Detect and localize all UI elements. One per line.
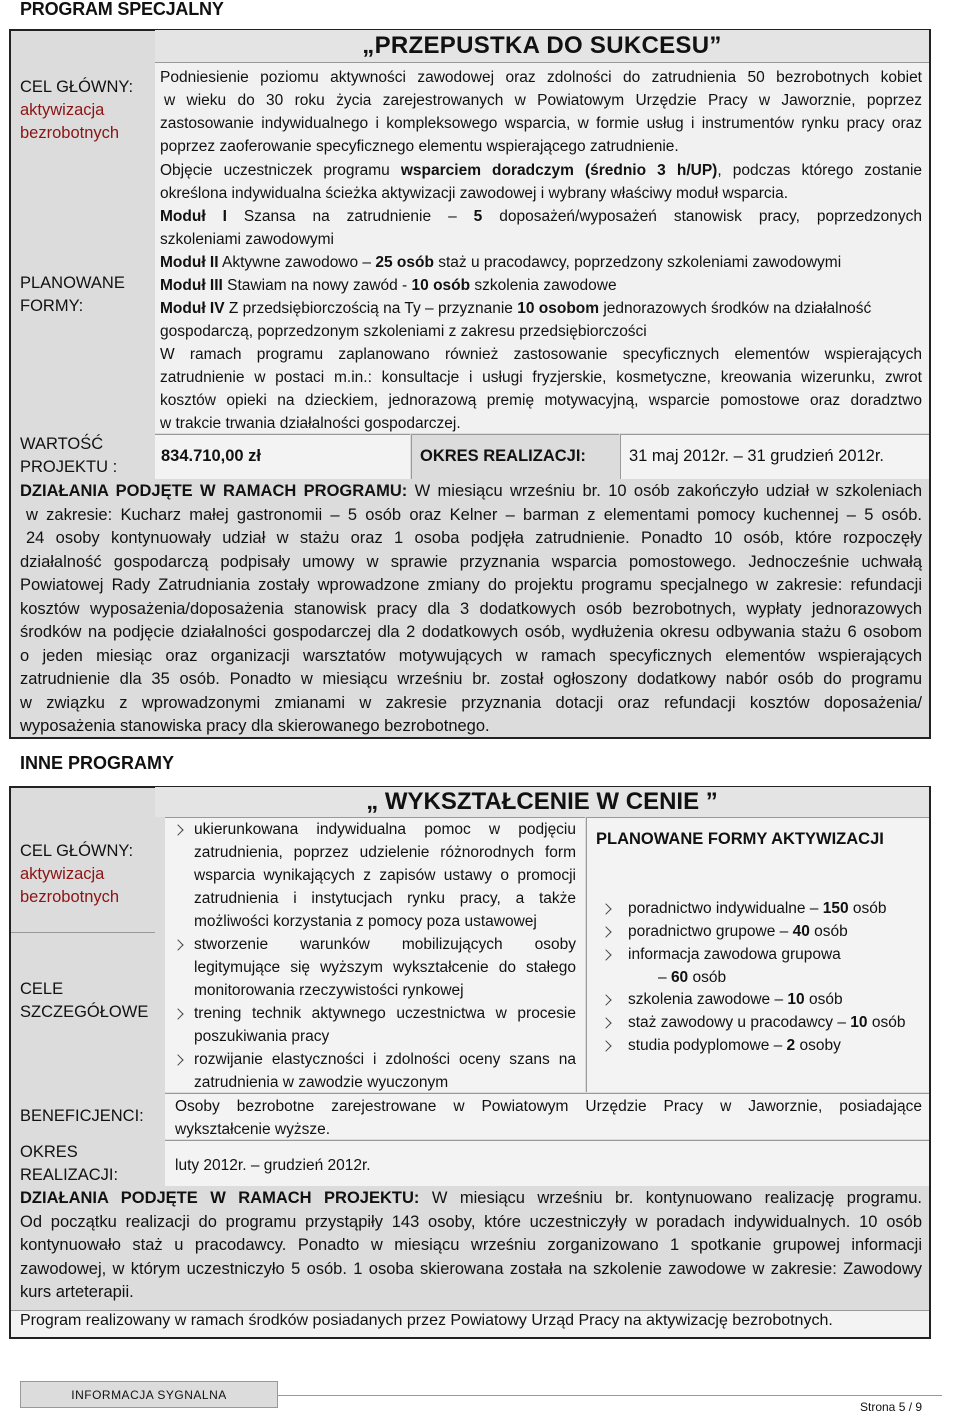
- goal-item: trening technik aktywnego uczestnictwa w procesie poszukiwania pracy: [172, 1002, 576, 1048]
- chevron-right-icon: [600, 903, 611, 914]
- inne-title: „ WYKSZTAŁCENIE W CENIE ”: [366, 788, 718, 815]
- chevron-right-icon: [600, 926, 611, 937]
- chevron-right-icon: [600, 1017, 611, 1028]
- form-item: studia podyplomowe – 2 osoby: [600, 1034, 920, 1057]
- cel-glowny-value-2: bezrobotnych: [20, 124, 120, 142]
- dzialania-line: kurs arteterapii.: [20, 1283, 134, 1301]
- chevron-right-icon: [172, 824, 183, 835]
- modul-1: Moduł I Szansa na zatrudnienie – 5 doposażeń/wyposażeń stanowisk pracy, poprzedzonych: [160, 208, 922, 225]
- dzialania-line: DZIAŁANIA PODJĘTE W RAMACH PROJEKTU: W miesiącu wrześniu br. kontynuowano realizację programu.: [20, 1189, 923, 1207]
- formy-label-1: PLANOWANE: [20, 274, 125, 292]
- dzialania-line: środków na podjęcie działalności gospodarczej dla 2 dodatkowych osób, wydłużenia okresu odbywania stażu 6 osobom: [20, 623, 922, 641]
- cel-text-line: zastosowanie indywidualnego i kompleksowego wsparcia, w formie usług i instrumentów rynku pracy oraz: [160, 115, 922, 132]
- form-item: poradnictwo grupowe – 40 osób: [600, 920, 920, 943]
- inne-cel-value-2: bezrobotnych: [20, 888, 120, 906]
- divider: [11, 932, 155, 933]
- modul-2: Moduł II Aktywne zawodowo – 25 osób staż u pracodawcy, poprzedzony szkoleniami zawodowymi: [160, 254, 842, 271]
- formy-intro: Objęcie uczestniczek programu wsparciem doradczym (średnio 3 h/UP), podczas którego zostanie: [160, 162, 923, 179]
- ramach-text-line: zatrudnienie w postaci m.in.: konsultacje i usługi fryzjerskie, kosmetyczne, kreowania wizerunku, zwrot: [160, 369, 922, 386]
- wartosc-value: 834.710,00 zł: [161, 447, 261, 465]
- modul-4-line2: gospodarczą, poprzedzonym szkoleniami z zakresu przedsiębiorczości: [160, 323, 647, 340]
- goal-item: rozwijanie elastyczności i zdolności oceny szans na zatrudnienia w zawodzie wyuczonym: [172, 1048, 576, 1094]
- chevron-right-icon: [172, 1008, 183, 1019]
- cele-label-1: CELE: [20, 980, 64, 998]
- dzialania-line: kosztów wyposażenia/doposażenia stanowisk pracy dla 3 dodatkowych osób bezrobotnych, wypłaty jednorazowych: [20, 599, 922, 618]
- benef-label: BENEFICJENCI:: [20, 1107, 144, 1125]
- dzialania-line: w związku z wprowadzonymi zmianami w zakresie przyznania dotacji oraz refundacji kosztów doposażenia/: [20, 693, 922, 712]
- section-title-inne-programy: INNE PROGRAMY: [20, 753, 175, 773]
- dzialania-line: kontynuowało staż u pracodawcy. Ponadto w miesiącu wrześniu zorganizowano 1 spotkanie grupowej informacji: [20, 1236, 922, 1254]
- dzialania-line: 24 osoby kontynuowały udział w stażu oraz 1 osoba podjęła zatrudnienie. Ponadto 10 osób, które rozpoczęły: [26, 529, 922, 547]
- benef-text: Osoby bezrobotne zarejestrowane w Powiatowym Urzędzie Pracy w Jaworznie, posiadające: [175, 1098, 922, 1115]
- program-title: „PRZEPUSTKA DO SUKCESU”: [362, 32, 722, 59]
- dzialania-line: w zakresie: Kucharz małej gastronomii – 5 osób oraz Kelner – barman z elementami pomocy kuchennej – 5 osób.: [26, 505, 922, 524]
- dzialania-line: Powiatowej Rady Zatrudniania zostały wprowadzone zmiany do projektu programu specjalnego w zakresie: refundacji: [20, 576, 922, 594]
- cel-glowny-label: CEL GŁÓWNY:: [20, 78, 134, 96]
- cele-label-2: SZCZEGÓŁOWE: [20, 1003, 149, 1021]
- cel-text-line: poprzez zaoferowanie specyficznego elementu wspierającego zatrudnienie.: [160, 138, 679, 155]
- ramach-text-line: w trakcie trwania działalności gospodarczej.: [160, 415, 461, 432]
- dzialania-line: wyposażenia stanowiska pracy dla skierowanego bezrobotnego.: [20, 717, 490, 735]
- forms-title: PLANOWANE FORMY AKTYWIZACJI: [596, 830, 884, 848]
- chevron-right-icon: [172, 939, 183, 950]
- benef-text: wykształcenie wyższe.: [175, 1121, 331, 1138]
- okres2-label-1: OKRES: [20, 1143, 78, 1161]
- chevron-right-icon: [172, 1054, 183, 1065]
- goal-item: ukierunkowana indywidualna pomoc w podjęciu zatrudnienia, poprzez udzielenie różnorodnych form wsparcia wynikających z zapisów ustawy o promocji zatrudnienia i instytucjach rynku pracy, a także możliwości korzystania z pomocy poza ustawowej: [172, 818, 576, 933]
- modul-1-line2: szkoleniami zawodowymi: [160, 231, 335, 248]
- dzialania-line: o jeden miesiąc oraz organizacji warsztatów motywujących w ramach specyficznych elementów wspierających: [20, 646, 922, 665]
- okres-value: 31 maj 2012r. – 31 grudzień 2012r.: [629, 447, 885, 465]
- inne-cel-value-1: aktywizacja: [20, 865, 105, 883]
- form-item: szkolenia zawodowe – 10 osób: [600, 988, 920, 1011]
- cel-text-line: Podniesienie poziomu aktywności zawodowej oraz zdolności do zatrudnienia 50 bezrobotnych kobiet: [160, 69, 922, 86]
- inne-cel-label: CEL GŁÓWNY:: [20, 842, 134, 860]
- dzialania-line: zatrudnienie dla 35 osób. Ponadto w miesiącu wrześniu br. został ogłoszony dodatkowy nabór osób do programu: [20, 670, 922, 688]
- ramach-text-line: W ramach programu zaplanowano również zastosowanie specyficznych elementów wspierających: [160, 346, 922, 363]
- dzialania-line: Od początku realizacji do programu przystąpiły 143 osoby, które uczestniczyły w poradach indywidualnych. 10 osób: [20, 1212, 922, 1231]
- chevron-right-icon: [600, 949, 611, 960]
- dzialania-line: zawodowej, w którym uczestniczyło 5 osób. 1 osoba skierowana została na szkolenie zawodowe w zakresie: Zawodowy: [20, 1259, 922, 1278]
- dzialania-projektu: [20, 1187, 922, 1305]
- chevron-right-icon: [600, 1040, 611, 1051]
- cel-glowny-value-1: aktywizacja: [20, 101, 105, 119]
- modul-3: Moduł III Stawiam na nowy zawód - 10 osób szkolenia zawodowe: [160, 277, 617, 294]
- form-item-continuation: – 60 osób: [658, 969, 727, 986]
- dzialania-line: działalność gospodarczą podpisały umowy w sprawie przyznania wsparcia pomostowego. Jednocześnie uchwałą: [20, 552, 922, 571]
- form-item: staż zawodowy u pracodawcy – 10 osób: [600, 1011, 920, 1034]
- dzialania-programu: [20, 480, 922, 739]
- formy-intro-line2: określona indywidualna ścieżka aktywizacji zawodowej i wybrany właściwy moduł wsparcia.: [160, 185, 789, 202]
- wartosc-label-2: PROJEKTU :: [20, 458, 118, 476]
- page-number: Strona 5 / 9: [860, 1400, 923, 1414]
- okres2-label-2: REALIZACJI:: [20, 1166, 119, 1184]
- modul-4: Moduł IV Z przedsiębiorczością na Ty – przyznanie 10 osobom jednorazowych środków na działalność: [160, 300, 872, 317]
- okres-label: OKRES REALIZACJI:: [420, 447, 586, 465]
- goal-item: stworzenie warunków mobilizujących osoby legitymujące się wyższym wykształcenie do stałego monitorowania rzeczywistości rynkowej: [172, 933, 576, 1002]
- form-item: poradnictwo indywidualne – 150 osób: [600, 897, 920, 920]
- footer-note: Program realizowany w ramach środków posiadanych przez Powiatowy Urząd Pracy na aktywizację bezrobotnych.: [20, 1312, 833, 1329]
- dzialania-line: DZIAŁANIA PODJĘTE W RAMACH PROGRAMU: W miesiącu wrześniu br. 10 osób zakończyło udział w szkoleniach: [20, 482, 923, 500]
- form-item: informacja zawodowa grupowa: [600, 943, 920, 966]
- chevron-right-icon: [600, 994, 611, 1005]
- formy-label-2: FORMY:: [20, 297, 84, 315]
- okres2-value: luty 2012r. – grudzień 2012r.: [175, 1157, 371, 1174]
- ramach-text-line: kosztów opieki na dzieckiem, jednorazową premię motywacyjną, wsparcie pomostowe oraz doradztwo: [160, 392, 922, 409]
- info-badge: INFORMACJA SYGNALNA: [20, 1381, 278, 1408]
- wartosc-label-1: WARTOŚĆ: [20, 435, 104, 453]
- cel-text-line: w wieku do 30 roku życia zarejestrowanych w Powiatowym Urzędzie Pracy w Jaworznie, poprzez: [164, 92, 922, 109]
- section-title-program-specjalny: PROGRAM SPECJALNY: [20, 0, 224, 19]
